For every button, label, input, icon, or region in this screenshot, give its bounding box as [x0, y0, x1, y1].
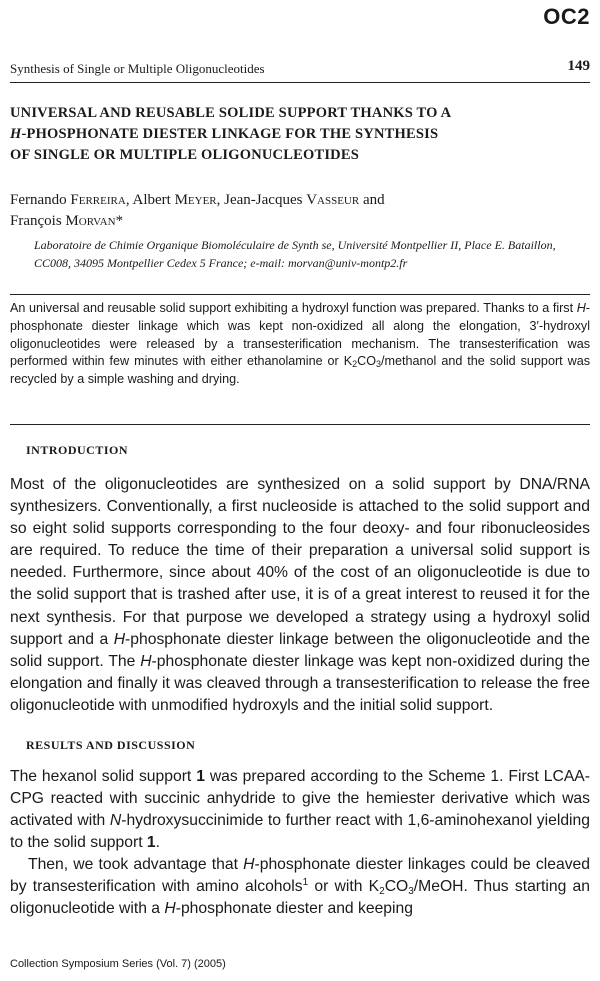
abstract-subscript: 3 — [376, 359, 382, 370]
body-text: . — [155, 834, 161, 852]
corresponding-mark: * — [115, 213, 124, 229]
body-text: was prepared according to the Scheme 1. First LCAA-CPG reacted with succinic anhydride to give the hemiester derivative which was activated with — [10, 768, 590, 830]
body-italic: H — [140, 652, 152, 670]
results-paragraph-1 — [10, 766, 590, 854]
author-2-first: Albert — [132, 192, 175, 208]
running-title: Synthesis of Single or Multiple Oligonucleotides — [10, 61, 265, 76]
body-italic: H — [164, 900, 176, 918]
article-title — [10, 103, 570, 166]
body-text: -hydroxysuccinimide to further react with 1,6-aminohexanol yielding to the solid support — [10, 812, 590, 852]
body-text: -phosphonate diester linkage was kept non-oxidized during the elongation and finally it was cleaved through a transesterification to release the free oligonucleotide with unmodified hydroxyls and the initial solid support. — [10, 652, 590, 714]
collection-code: OC2 — [543, 4, 590, 29]
body-text: Most of the oligonucleotides are synthesized on a solid support by DNA/RNA synthesizers. Conventionally, a first nucleoside is attached to the solid support and so eight solid supports corresponding to the four deoxy- and four ribonucleosides are required. To reduce the time of their preparation a universal solid support is needed. Furthermore, since about 40% of the cost of an oligonucleotide is due to the solid support that is trashed after use, it is of a great interest to reused it for the next synthesis. For that purpose we developed a strategy using a hydroxyl solid support and a — [10, 476, 590, 648]
abstract-text: /methanol and the solid support was recycled by a simple washing and drying. — [10, 354, 590, 387]
title-line-1: UNIVERSAL AND REUSABLE SOLIDE SUPPORT THANKS TO A — [10, 105, 452, 121]
formula-subscript: 2 — [379, 886, 385, 898]
author-4-first: François — [10, 213, 66, 229]
author-separator: , — [125, 192, 133, 208]
results-paragraph-2 — [10, 854, 590, 920]
compound-number: 1 — [196, 768, 205, 785]
section-heading-results: RESULTS AND DISCUSSION — [26, 738, 196, 752]
affiliation: Laboratoire de Chimie Organique Biomoléculaire de Synth se, Université Montpellier II, Place E. Bataillon, CC008, 34095 Montpellier Cedex 5 France; e-mail: morvan@univ-montp2.fr — [34, 238, 556, 270]
reference-superscript: 1 — [302, 877, 309, 889]
author-3-first: Jean-Jacques — [224, 192, 307, 208]
section-heading-introduction: INTRODUCTION — [26, 443, 129, 457]
page-number: 149 — [567, 58, 590, 74]
author-3-last: Vasseur — [306, 192, 360, 208]
body-text: The hexanol solid support — [10, 768, 197, 785]
title-line-3: OF SINGLE OR MULTIPLE OLIGONUCLEOTIDES — [10, 147, 359, 163]
introduction-paragraph — [10, 474, 590, 717]
body-text: CO — [384, 878, 409, 896]
author-separator: and — [359, 192, 385, 208]
abstract-bottom-rule — [10, 424, 590, 425]
body-text: or with K — [308, 878, 380, 896]
abstract-text: -phosphonate diester linkage which was kept non-oxidized all along the elongation, 3′-hydroxyl oligonucleotides were released by a transesterification mechanism. The transesterification was performed within few minutes with either ethanolamine or K — [10, 301, 590, 369]
page-footer: Collection Symposium Series (Vol. 7) (2005) — [10, 958, 226, 970]
compound-number: 1 — [146, 834, 156, 852]
body-text: /MeOH. Thus starting an oligonucleotide with a — [10, 878, 590, 918]
abstract-subscript: 2 — [352, 359, 358, 370]
author-1-first: Fernando — [10, 192, 71, 208]
body-italic: H — [243, 856, 255, 873]
formula-subscript: 3 — [408, 886, 414, 898]
abstract-top-rule — [10, 294, 590, 295]
abstract — [10, 300, 590, 389]
title-h-italic: H — [10, 126, 22, 142]
body-text: -phosphonate diester linkage between the oligonucleotide and the solid support. The — [10, 630, 590, 670]
title-line-2: -PHOSPHONATE DIESTER LINKAGE FOR THE SYNTHESIS — [21, 126, 439, 142]
abstract-text: An universal and reusable solid support exhibiting a hydroxyl function was prepared. Thanks to a first — [10, 301, 577, 315]
author-separator: , — [216, 192, 225, 208]
body-text: Then, we took advantage that — [28, 856, 244, 873]
author-list — [10, 190, 580, 232]
body-italic: H — [113, 630, 126, 648]
running-header — [10, 58, 590, 83]
author-4-last: Morvan — [65, 213, 116, 229]
author-2-last: Meyer — [174, 192, 217, 208]
author-1-last: Ferreira — [70, 192, 126, 208]
abstract-italic: H — [576, 301, 586, 315]
body-text: -phosphonate diester and keeping — [175, 900, 413, 918]
body-italic: N — [109, 812, 122, 830]
body-text: -phosphonate diester linkages could be cleaved by transesterification with amino alcohols — [10, 856, 590, 896]
abstract-text: CO — [357, 354, 377, 369]
